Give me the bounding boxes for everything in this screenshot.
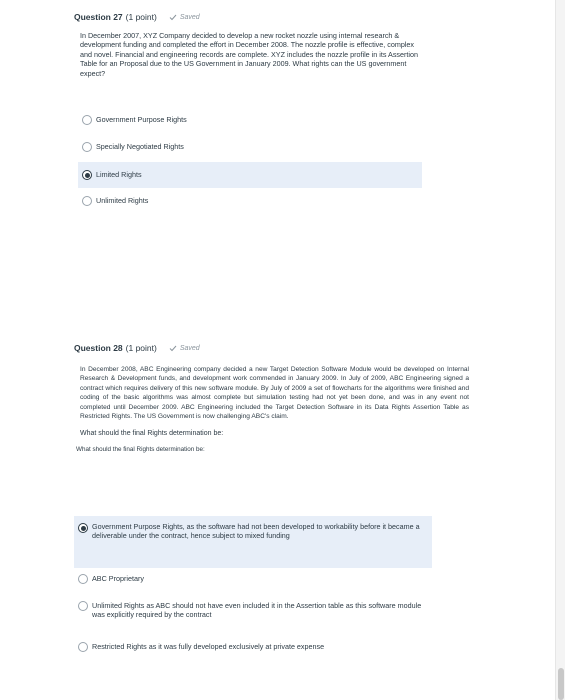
saved-status <box>169 345 200 352</box>
option-label: ABC Proprietary <box>92 574 144 584</box>
checkmark-icon <box>169 345 177 352</box>
question-title: Question 27 <box>74 12 123 22</box>
radio-button[interactable] <box>82 142 92 152</box>
answer-option[interactable] <box>74 598 432 626</box>
option-label: Limited Rights <box>96 170 142 180</box>
vertical-scrollbar[interactable] <box>555 0 565 700</box>
answer-option[interactable] <box>78 112 422 128</box>
question-text: In December 2007, XYZ Company decided to develop a new rocket nozzle using internal research & development funding and completed the effort in December 2008. The nozzle profile is effective, complex and novel. Financial and engineering records are complete. XYZ includes the nozzle profile in its Assertion Table for an Proposal due to the US Government in January 2009. What rights can the US government expect? <box>80 31 419 78</box>
question-header <box>74 343 469 353</box>
answer-option-selected[interactable] <box>78 162 422 188</box>
radio-button[interactable] <box>82 115 92 125</box>
radio-button[interactable] <box>78 574 88 584</box>
answer-option-selected[interactable] <box>74 516 432 568</box>
question-points: (1 point) <box>125 343 157 353</box>
answer-option[interactable] <box>74 572 432 586</box>
question-text: In December 2008, ABC Engineering company decided a new Target Detection Software Module would be developed on Internal Research & Development funds, and development work commended in January 2009. In July of 2009, ABC Engineering signed a contract which requires delivery of this new software module. By July of 2009 a set of flowcharts for the algorithms were finished and coding of the basic algorithms was almost complete but simulation testing had not yet been done, and was in any event not completed until December 2009. ABC Engineering included the Target Detection Software in its Data Rights Assertion Table as Restricted Rights. The US Government is now challenging ABC's claim. <box>80 366 469 421</box>
checkmark-icon <box>169 14 177 21</box>
question-27 <box>74 12 424 78</box>
scrollbar-thumb[interactable] <box>558 668 564 700</box>
option-label: Specially Negotiated Rights <box>96 142 184 152</box>
radio-button-checked[interactable] <box>78 523 88 533</box>
question-prompt-repeat: What should the final Rights determination be: <box>76 446 205 454</box>
option-label: Restricted Rights as it was fully developed exclusively at private expense <box>92 642 325 652</box>
option-label: Government Purpose Rights, as the software had not been developed to workability before it became a deliverable under the contract, hence subject to mixed funding <box>92 522 420 541</box>
answer-option[interactable] <box>78 139 422 155</box>
saved-label: Saved <box>179 13 200 21</box>
option-label: Government Purpose Rights <box>96 115 187 125</box>
question-points: (1 point) <box>125 12 157 22</box>
question-header <box>74 12 424 22</box>
saved-label: Saved <box>179 344 200 352</box>
question-prompt: What should the final Rights determination be: <box>80 430 224 438</box>
option-label: Unlimited Rights as ABC should not have even included it in the Assertion table as this software module was explicitly required by the contract <box>92 601 422 620</box>
radio-button-checked[interactable] <box>82 170 92 180</box>
option-label: Unlimited Rights <box>96 196 149 206</box>
question-28 <box>74 343 469 453</box>
answer-option[interactable] <box>78 193 422 209</box>
saved-status <box>169 14 200 21</box>
radio-button[interactable] <box>78 601 88 611</box>
radio-button[interactable] <box>82 196 92 206</box>
answer-option[interactable] <box>74 640 432 654</box>
radio-button[interactable] <box>78 642 88 652</box>
question-title: Question 28 <box>74 343 123 353</box>
